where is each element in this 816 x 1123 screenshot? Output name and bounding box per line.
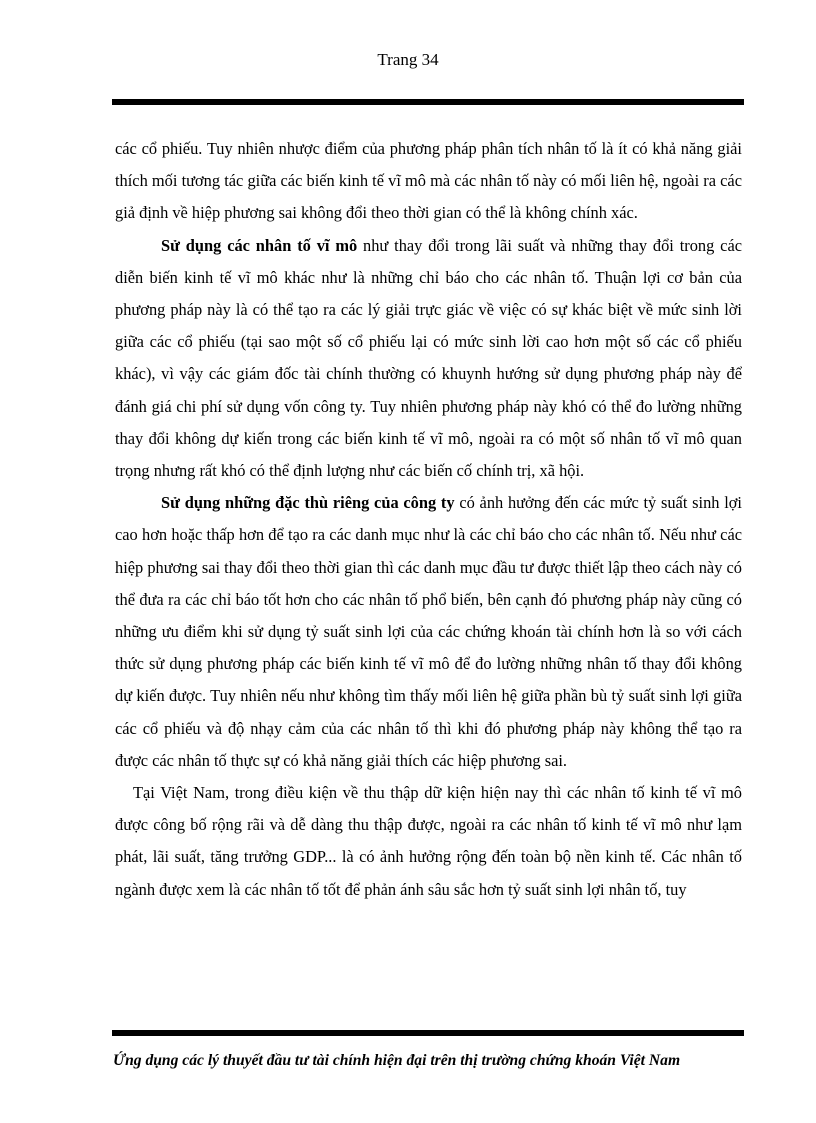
paragraph bbox=[115, 133, 742, 230]
body-text bbox=[115, 133, 742, 906]
footer-rule bbox=[112, 1030, 744, 1036]
paragraph-lead: Sử dụng những đặc thù riêng của công ty bbox=[161, 493, 455, 513]
header-rule bbox=[112, 99, 744, 105]
paragraph-text: Tại Việt Nam, trong điều kiện về thu thập dữ kiện hiện nay thì các nhân tố kinh tế vĩ mô được công bố rộng rãi và dễ dàng thu thập được, ngoài ra các nhân tố kinh tế vĩ mô như lạm phát, lãi suất, tăng trưởng GDP... là có ảnh hưởng rộng đến toàn bộ nền kinh tế. Các nhân tố ngành được xem là các nhân tố tốt để phản ánh sâu sắc hơn tỷ suất sinh lợi nhân tố, tuy bbox=[115, 783, 742, 899]
paragraph bbox=[115, 487, 742, 777]
paragraph-text: các cổ phiếu. Tuy nhiên nhược điểm của phương pháp phân tích nhân tố là ít có khả năng giải thích mối tương tác giữa các biến kinh tế vĩ mô mà các nhân tố này có mối liên hệ, ngoài ra các giả định về hiệp phương sai không đổi theo thời gian có thể là không chính xác. bbox=[115, 139, 742, 223]
paragraph-text: có ảnh hưởng đến các mức tỷ suất sinh lợi cao hơn hoặc thấp hơn để tạo ra các danh mục như là các chỉ báo cho các nhân tố. Nếu như các hiệp phương sai thay đổi theo thời gian thì các danh mục đầu tư được thiết lập theo cách này có thể đưa ra các chỉ báo tốt hơn cho các nhân tố phổ biến, bên cạnh đó phương pháp này cũng có những ưu điểm khi sử dụng tỷ suất sinh lợi của các chứng khoán tài chính hơn là so với cách thức sử dụng phương pháp các biến kinh tế vĩ mô để đo lường những nhân tố thay đổi không dự kiến được. Tuy nhiên nếu như không tìm thấy mối liên hệ giữa phần bù tỷ suất sinh lợi giữa các cổ phiếu và độ nhạy cảm của các nhân tố thì khi đó phương pháp này không thể tạo ra được các nhân tố thực sự có khả năng giải thích các hiệp phương sai. bbox=[115, 493, 742, 770]
paragraph bbox=[115, 230, 742, 488]
paragraph bbox=[115, 777, 742, 906]
paragraph-text: như thay đổi trong lãi suất và những thay đổi trong các diễn biến kinh tế vĩ mô khác như là những chỉ báo cho các nhân tố. Thuận lợi cơ bản của phương pháp này là có thể tạo ra các lý giải trực giác về việc có sự khác biệt về mức sinh lời giữa các cổ phiếu (tại sao một số cổ phiếu lại có mức sinh lời cao hơn một số các cổ phiếu khác), vì vậy các giám đốc tài chính thường có khuynh hướng sử dụng phương pháp này để đánh giá chi phí sử dụng vốn công ty. Tuy nhiên phương pháp này khó có thể đo lường những thay đổi không dự kiến trong các biến kinh tế vĩ mô, ngoài ra có một số nhân tố vĩ mô quan trọng nhưng rất khó có thể định lượng như các biến cố chính trị, xã hội. bbox=[115, 235, 742, 481]
page-number: Trang 34 bbox=[377, 50, 439, 69]
footer-title: Ứng dụng các lý thuyết đầu tư tài chính hiện đại trên thị trường chứng khoán Việt Nam bbox=[113, 1052, 681, 1069]
paragraph-lead: Sử dụng các nhân tố vĩ mô bbox=[161, 235, 358, 255]
